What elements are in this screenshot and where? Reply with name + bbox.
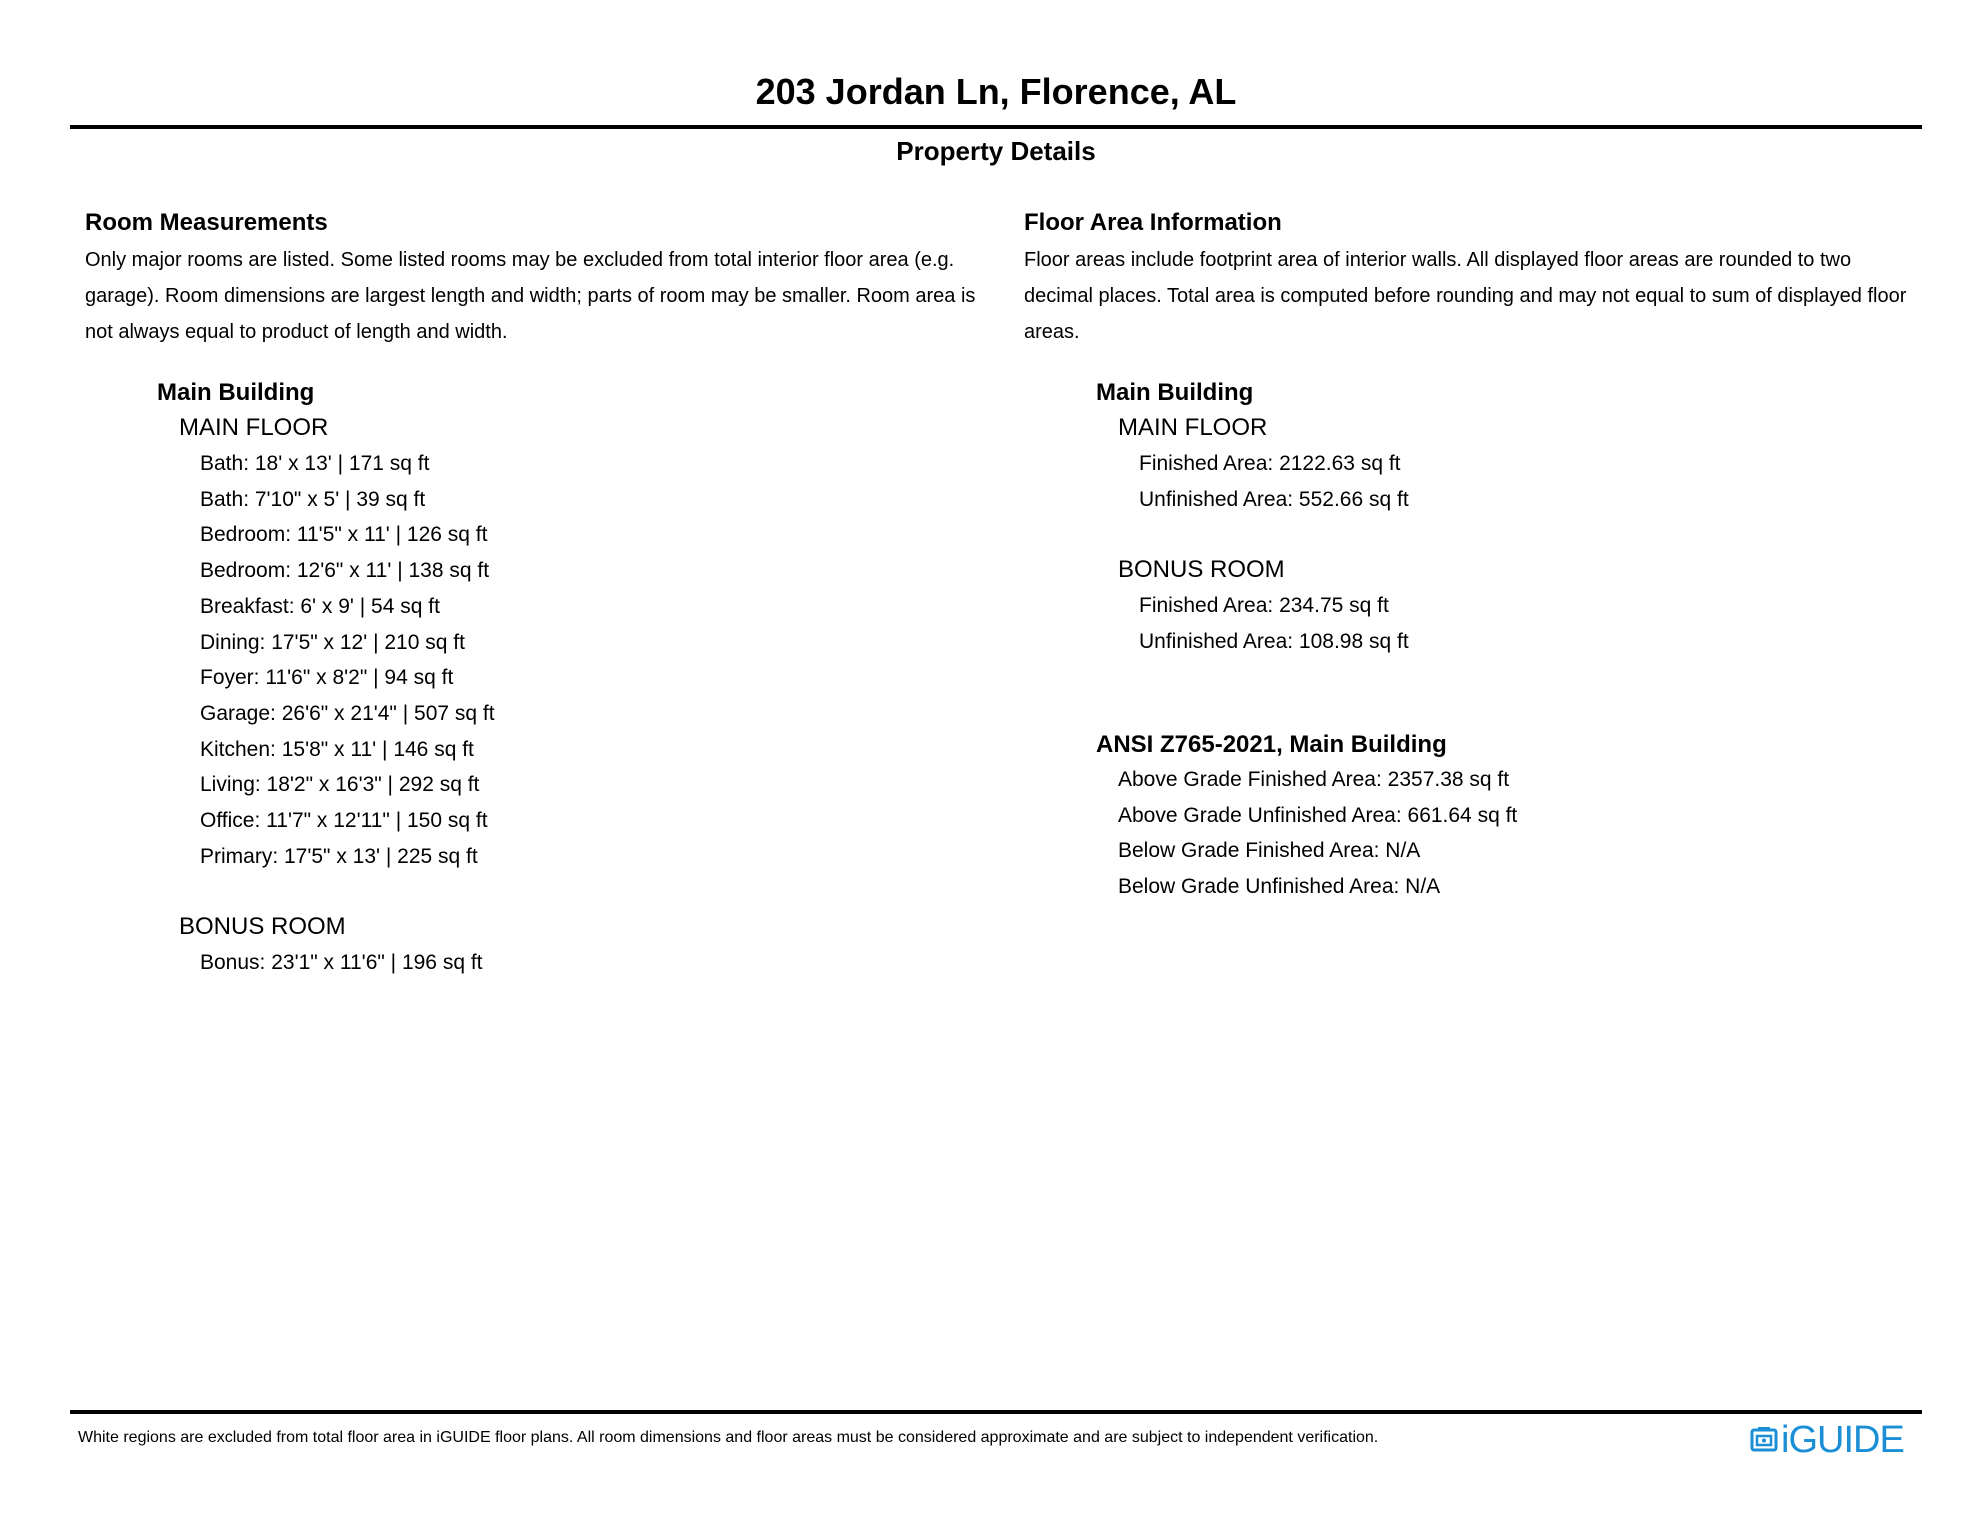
room-measurements-description: Only major rooms are listed. Some listed rooms may be excluded from total interior floor area (e.g. garage). Room dimensions are largest length and width; parts of room may be smaller. Room area is not always equal to product of length and width.: [85, 249, 976, 343]
area-list-main-floor: [1139, 446, 1924, 517]
floor-heading-main-floor: MAIN FLOOR: [179, 414, 329, 441]
room-item: Garage: 26'6" x 21'4" | 507 sq ft: [200, 701, 495, 725]
title-divider: [70, 125, 1922, 129]
room-item: Bedroom: 11'5" x 11' | 126 sq ft: [200, 523, 488, 547]
footer-disclaimer: White regions are excluded from total floor area in iGUIDE floor plans. All room dimensions and floor areas must be considered approximate and are subject to independent verification.: [78, 1429, 1379, 1446]
floor-heading-bonus-room: BONUS ROOM: [1118, 556, 1285, 584]
floor-heading-bonus-room: BONUS ROOM: [179, 913, 346, 941]
area-list-bonus-room: [1139, 588, 1924, 659]
room-list-bonus-room: [200, 945, 985, 981]
floor-area-description: Floor areas include footprint area of interior walls. All displayed floor areas are rounded to two decimal places. Total area is computed before rounding and may not equal to sum of displayed floor areas.: [1024, 249, 1907, 343]
ansi-item: Above Grade Finished Area: 2357.38 sq ft: [1118, 767, 1510, 791]
building-heading: Main Building: [1096, 379, 1254, 406]
room-item: Foyer: 11'6" x 8'2" | 94 sq ft: [200, 666, 454, 690]
floor-area-section: [1024, 206, 1924, 905]
room-item: Bedroom: 12'6" x 11' | 138 sq ft: [200, 559, 490, 583]
room-item: Dining: 17'5" x 12' | 210 sq ft: [200, 630, 465, 654]
ansi-heading: ANSI Z765-2021, Main Building: [1096, 730, 1447, 758]
floor-area-heading: Floor Area Information: [1024, 209, 1282, 236]
room-item: Bath: 18' x 13' | 171 sq ft: [200, 452, 430, 475]
room-measurements-building: [157, 376, 985, 981]
room-item: Primary: 17'5" x 13' | 225 sq ft: [200, 844, 478, 868]
page-title: 203 Jordan Ln, Florence, AL: [755, 71, 1237, 112]
building-heading: Main Building: [157, 379, 315, 406]
ansi-list: [1118, 762, 1924, 905]
room-item: Office: 11'7" x 12'11" | 150 sq ft: [200, 809, 488, 833]
room-item: Breakfast: 6' x 9' | 54 sq ft: [200, 594, 440, 618]
room-list-main-floor: [200, 446, 985, 874]
area-item: Finished Area: 2122.63 sq ft: [1139, 452, 1401, 475]
area-item: Unfinished Area: 552.66 sq ft: [1139, 487, 1409, 511]
ansi-item: Below Grade Finished Area: N/A: [1118, 839, 1421, 863]
area-item: Unfinished Area: 108.98 sq ft: [1139, 630, 1409, 654]
page-subtitle: Property Details: [896, 136, 1096, 166]
ansi-item: Above Grade Unfinished Area: 661.64 sq ft: [1118, 803, 1518, 827]
floor-heading-main-floor: MAIN FLOOR: [1118, 414, 1268, 441]
logo-text: iGUIDE: [1781, 1419, 1904, 1461]
iguide-logo: [1750, 1420, 1904, 1460]
floor-area-building: [1096, 376, 1924, 660]
room-measurements-section: [85, 206, 985, 981]
room-item: Kitchen: 15'8" x 11' | 146 sq ft: [200, 737, 474, 761]
room-measurements-heading: Room Measurements: [85, 209, 328, 236]
area-item: Finished Area: 234.75 sq ft: [1139, 594, 1389, 618]
ansi-section: [1096, 728, 1924, 905]
footer-divider: [70, 1410, 1922, 1414]
room-item: Bonus: 23'1" x 11'6" | 196 sq ft: [200, 951, 483, 975]
room-item: Living: 18'2" x 16'3" | 292 sq ft: [200, 773, 480, 797]
iguide-camera-icon: [1750, 1426, 1778, 1454]
room-item: Bath: 7'10" x 5' | 39 sq ft: [200, 487, 426, 511]
ansi-item: Below Grade Unfinished Area: N/A: [1118, 874, 1441, 898]
